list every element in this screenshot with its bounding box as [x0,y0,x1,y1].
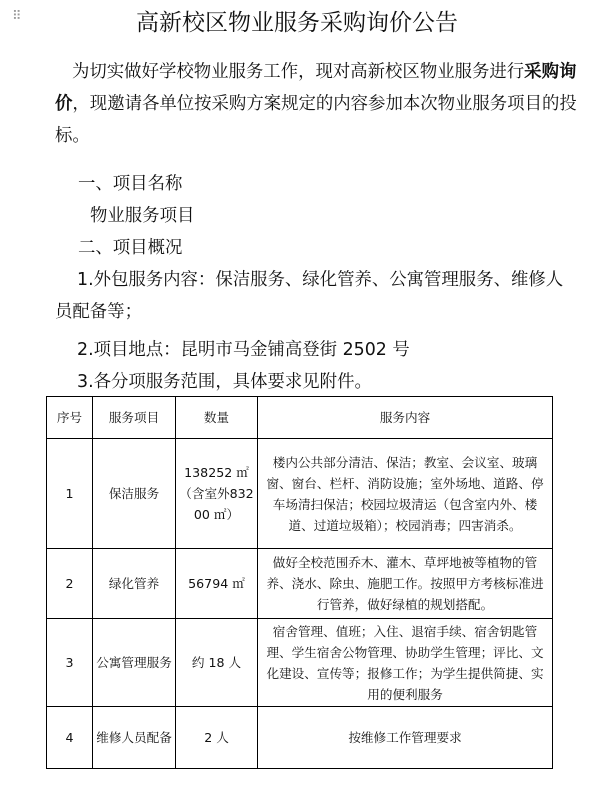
section-1-heading: 一、项目名称 [78,174,183,194]
intro-text-start: 为切实做好学校物业服务工作，现对高新校区物业服务进行 [72,62,525,82]
table-row [47,707,553,769]
table-row [47,549,553,619]
row-no: 1 [47,439,93,549]
page-title: 高新校区物业服务采购询价公告 [136,10,458,36]
item-2-location: 2.项目地点：昆明市马金铺高登街 2502 号 [77,340,410,360]
row-no: 4 [47,707,93,769]
item-1-service-content: 1.外包服务内容：保洁服务、绿化管养、公寓管理服务、维修人员配备等； [55,270,564,322]
row-qty: 约 18 人 [176,619,258,707]
intro-paragraph [55,56,577,152]
header-no: 序号 [47,397,93,439]
table-row [47,619,553,707]
row-qty: 56794 ㎡ [176,549,258,619]
drag-handle-icon[interactable]: ⠿ [12,9,23,24]
row-content: 按维修工作管理要求 [258,707,553,769]
header-qty: 数量 [176,397,258,439]
row-service: 维修人员配备 [93,707,176,769]
section-2-heading: 二、项目概况 [78,238,183,258]
row-content: 宿舍管理、值班；入住、退宿手续、宿舍钥匙管理、学生宿舍公物管理、协助学生管理；评比、文化建设、宣传等；报修工作；为学生提供简捷、实用的便利服务 [258,619,553,707]
header-service: 服务项目 [93,397,176,439]
project-name: 物业服务项目 [90,206,195,226]
item-3-scope: 3.各分项服务范围，具体要求见附件。 [77,372,372,392]
row-no: 2 [47,549,93,619]
header-content: 服务内容 [258,397,553,439]
row-service: 保洁服务 [93,439,176,549]
service-table [46,396,553,769]
row-qty: 138252 ㎡（含室外83200 ㎡） [176,439,258,549]
row-qty: 2 人 [176,707,258,769]
row-service: 公寓管理服务 [93,619,176,707]
row-content: 做好全校范围乔木、灌木、草坪地被等植物的管养、浇水、除虫、施肥工作。按照甲方考核标准进行管养，做好绿植的规划搭配。 [258,549,553,619]
row-service: 绿化管养 [93,549,176,619]
row-content: 楼内公共部分清洁、保洁；教室、会议室、玻璃窗、窗台、栏杆、消防设施；室外场地、道路、停车场清扫保洁；校园垃圾清运（包含室内外、楼道、过道垃圾箱）；校园消毒；四害消杀。 [258,439,553,549]
intro-bold-phrase: 采购询价 [55,62,577,114]
intro-text-end: ，现邀请各单位按采购方案规定的内容参加本次物业服务项目的投标。 [55,94,577,146]
table-row [47,439,553,549]
table-header-row [47,397,553,439]
row-no: 3 [47,619,93,707]
